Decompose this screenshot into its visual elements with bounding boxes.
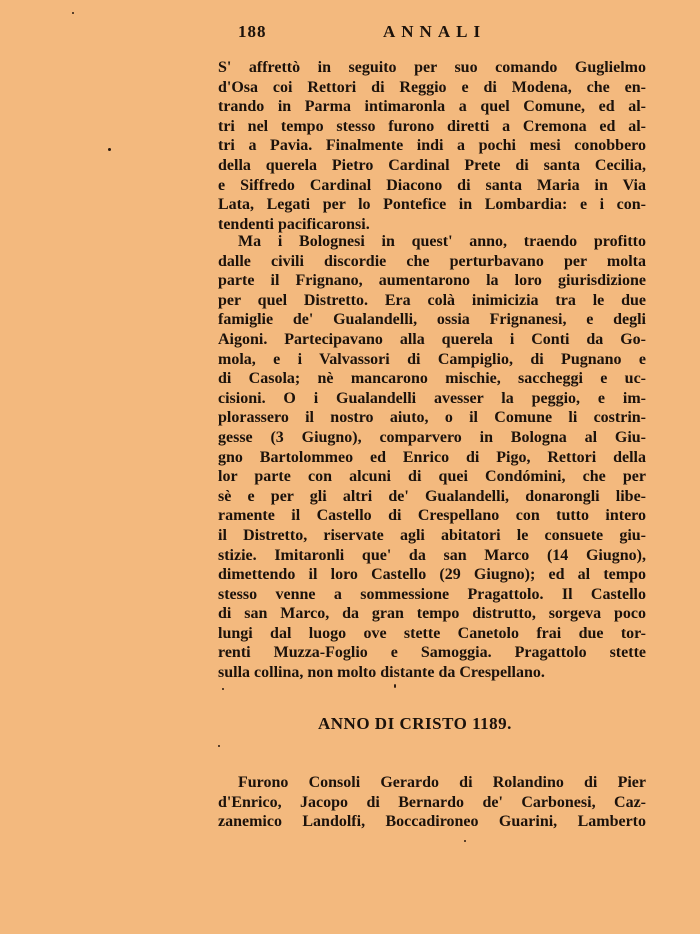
text-line: tendenti pacificaronsi. (218, 215, 370, 233)
paragraph-1 (218, 58, 646, 234)
text-line: famiglie de' Gualandelli, ossia Frignanesi, e degli (218, 311, 646, 329)
text-line: della querela Pietro Cardinal Prete di santa Cecilia, (218, 156, 646, 174)
text-line: Furono Consoli Gerardo di Rolandino di Pier (238, 774, 646, 791)
text-line: dimettendo il loro Castello (29 Giugno); ed al tempo (218, 566, 646, 584)
scan-speck (464, 840, 466, 842)
text-line: plorassero il nostro aiuto, o il Comune li costrin- (218, 409, 646, 427)
paragraph-2 (218, 232, 646, 683)
text-line: mola, e i Valvassori di Campiglio, di Pugnano e (218, 350, 646, 368)
text-line: stizie. Imitaronli que' da san Marco (14 Giugno), (218, 546, 646, 564)
text-line: di Casola; nè mancarono mischie, saccheggi e uc- (218, 370, 646, 388)
text-line: di san Marco, da gran tempo distrutto, sorgeva poco (218, 605, 646, 623)
text-line: ramente il Castello di Crespellano con tutto intero (218, 507, 646, 525)
text-line: il Distretto, riservate agli abitatori le consuete giu- (218, 526, 646, 544)
text-line: e Siffredo Cardinal Diacono di santa Maria in Via (218, 176, 646, 194)
page-header (238, 22, 658, 46)
text-line: stesso venne a sommessione Pragattolo. Il Castello (218, 585, 646, 603)
text-line: d'Enrico, Jacopo di Bernardo de' Carbonesi, Caz- (218, 793, 646, 811)
text-line: tri a Pavia. Finalmente indi a pochi mesi conobbero (218, 137, 646, 155)
text-line: zanemico Landolfi, Boccadironeo Guarini, Lamberto (218, 813, 646, 831)
text-line: renti Muzza-Foglio e Samoggia. Pragattolo stette (218, 644, 646, 662)
scan-speck (108, 148, 111, 151)
page-number: 188 (238, 22, 267, 41)
text-line: dalle civili discordie che perturbavano per molta (218, 252, 646, 270)
text-line: S' affrettò in seguito per suo comando Guglielmo (218, 59, 646, 76)
text-line: cisioni. O i Gualandelli avesser la peggio, e im- (218, 389, 646, 407)
text-line: Ma i Bolognesi in quest' anno, traendo profitto (238, 233, 646, 250)
paragraph-3 (218, 773, 646, 832)
text-line: lungi dal luogo ove stette Canetolo frai due tor- (218, 624, 646, 642)
text-line: parte il Frignano, aumentarono la loro giurisdizione (218, 272, 646, 290)
text-line: tri nel tempo stesso furono diretti a Cremona ed al- (218, 117, 646, 135)
text-line: sè e per gli altri de' Gualandelli, donarongli libe- (218, 487, 646, 505)
text-line: Aigoni. Partecipavano alla querela i Conti da Go- (218, 330, 646, 348)
text-line: sulla collina, non molto distante da Crespellano. (218, 664, 545, 682)
text-line: d'Osa coi Rettori di Reggio e di Modena, che en- (218, 78, 646, 96)
scan-speck (222, 688, 224, 690)
scan-speck (218, 745, 220, 747)
scan-speck (72, 12, 74, 14)
text-line: per quel Distretto. Era colà inimicizia tra le due (218, 291, 646, 309)
scan-speck (394, 684, 396, 688)
text-line: Lata, Legati per lo Pontefice in Lombardia: e i con- (218, 196, 646, 214)
text-line: trando in Parma intimaronla a quel Comune, ed al- (218, 98, 646, 116)
text-line: lor parte con alcuni di quei Condómini, che per (218, 468, 646, 486)
running-title: ANNALI (383, 22, 487, 41)
text-line: gno Bartolommeo ed Enrico di Pigo, Rettori della (218, 448, 646, 466)
text-line: gesse (3 Giugno), comparvero in Bologna al Giu- (218, 428, 646, 446)
section-heading: ANNO DI CRISTO 1189. (318, 714, 512, 733)
